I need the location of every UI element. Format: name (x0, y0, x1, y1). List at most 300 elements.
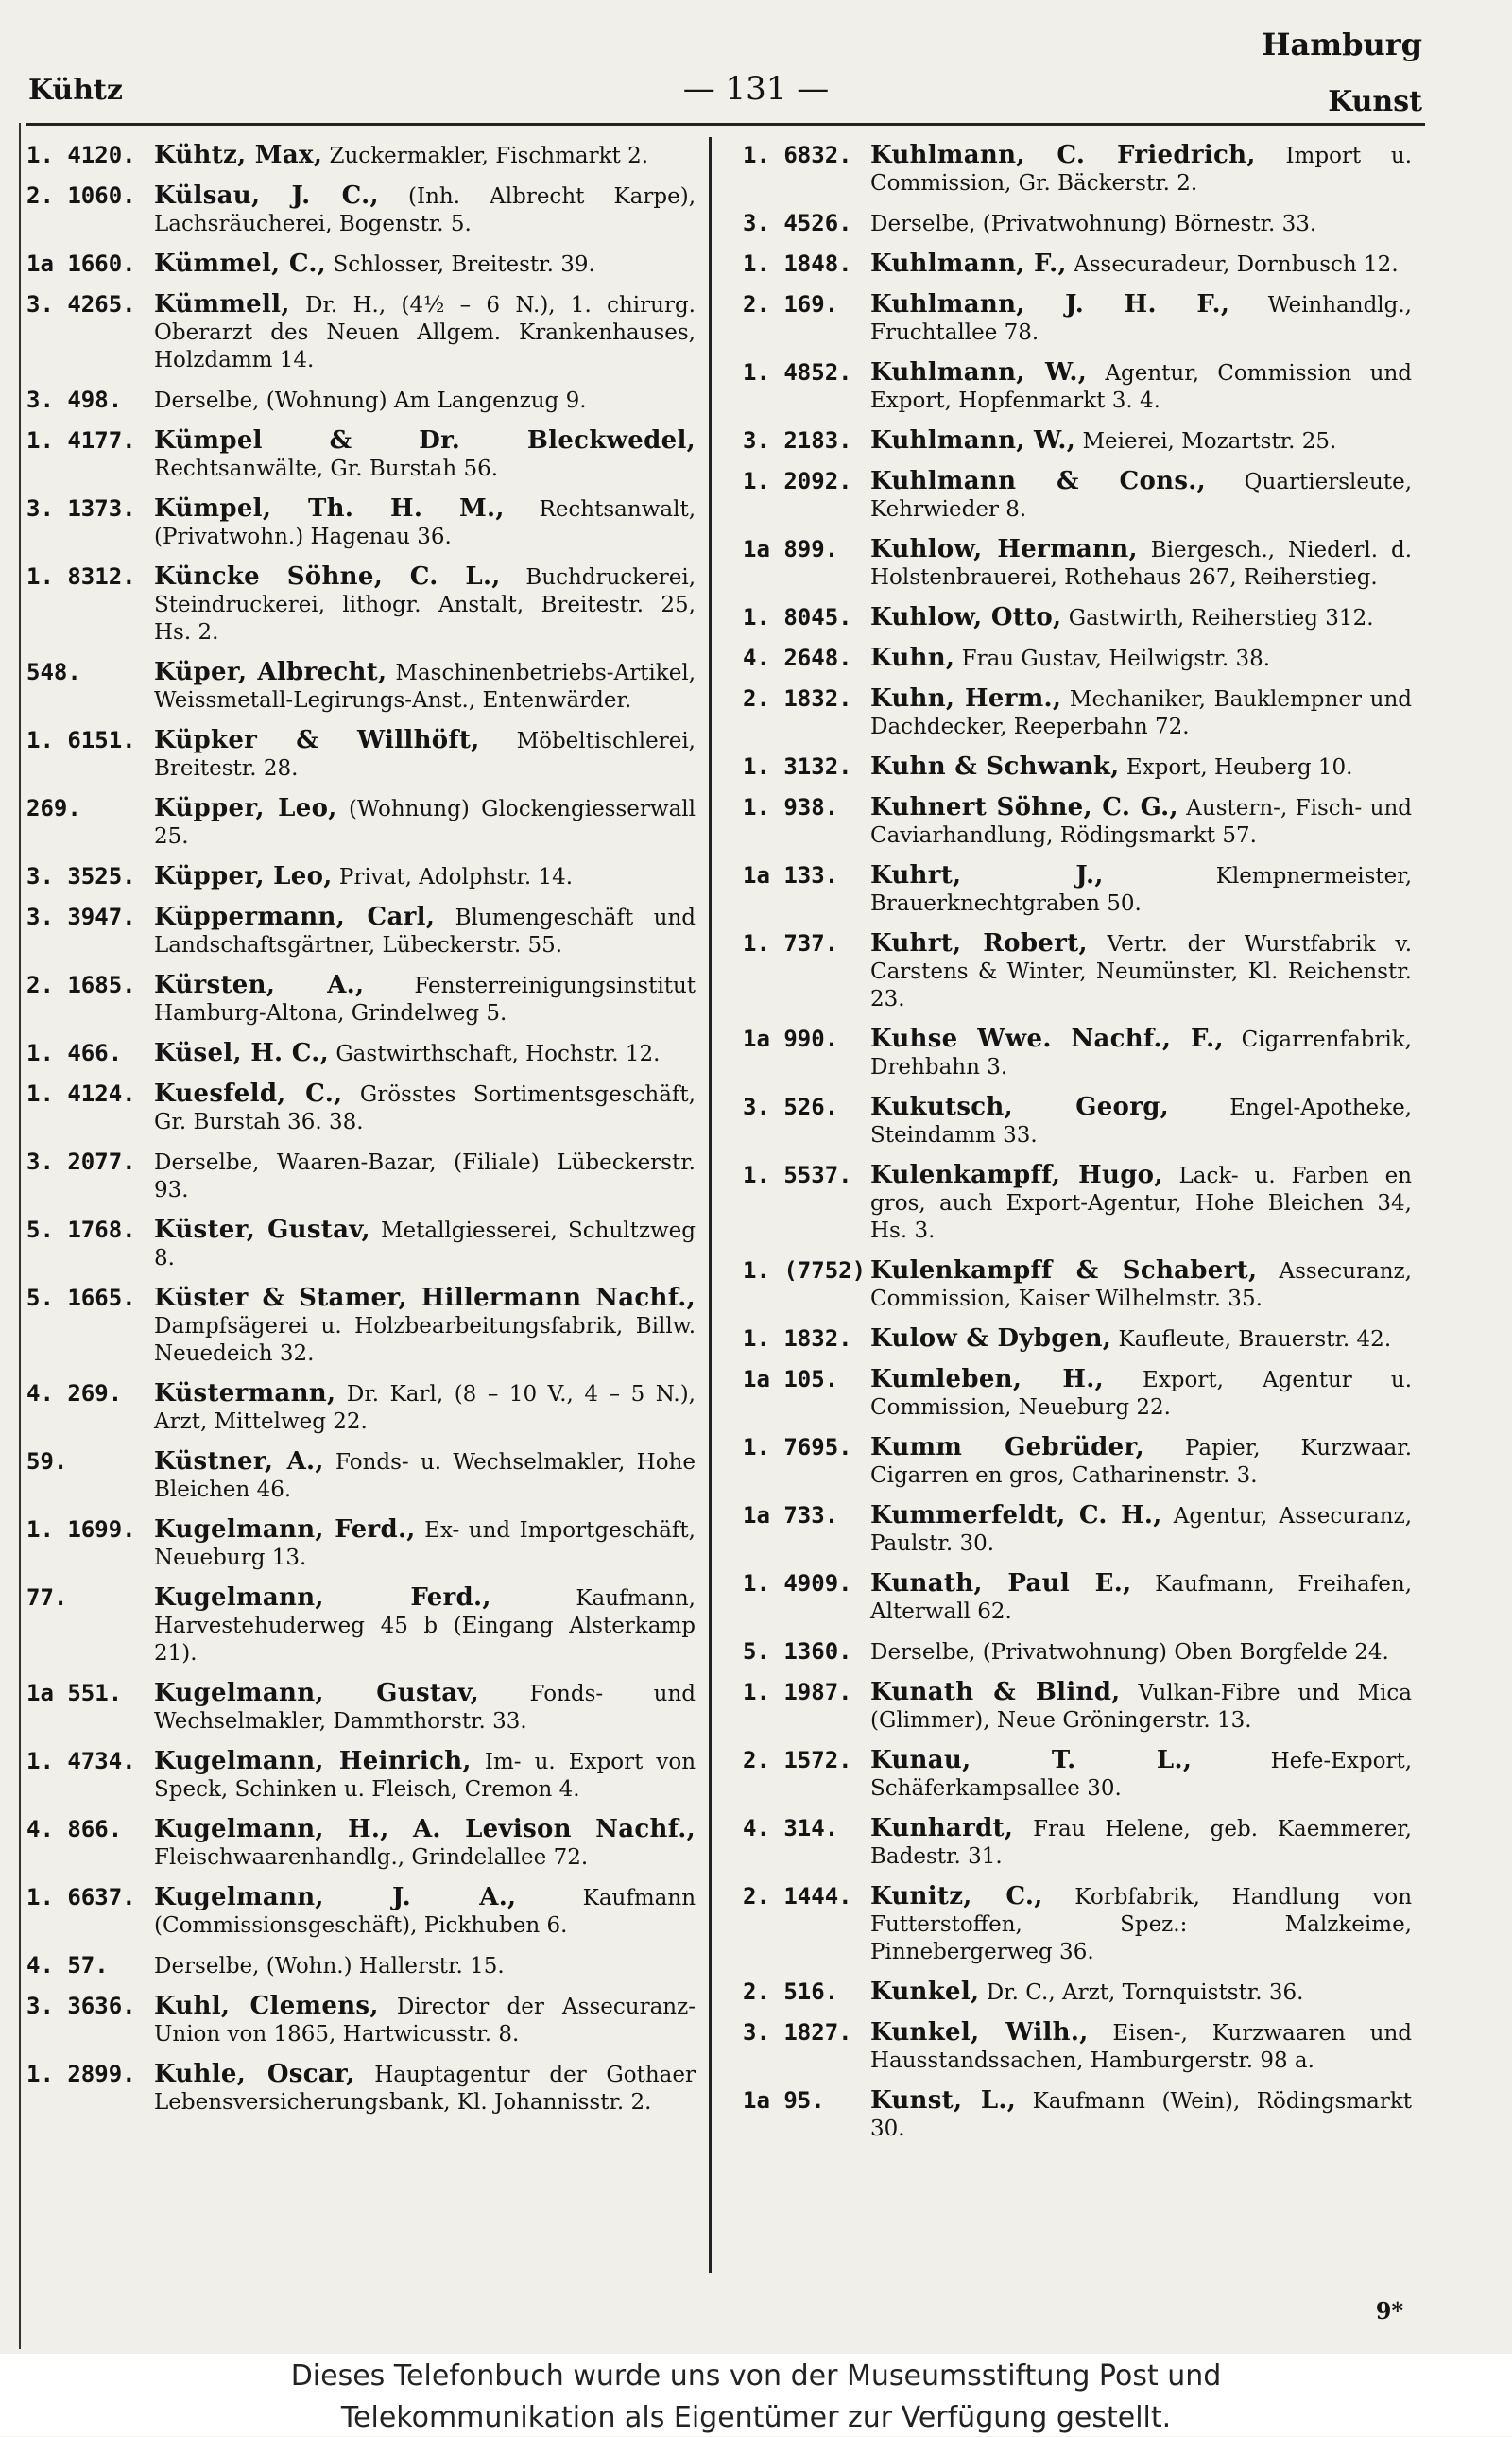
entry-text (870, 2087, 1412, 2143)
entry-description: Gastwirthschaft, Hochstr. 12. (335, 1042, 661, 1066)
entry-description: Papier, Kurzwaar. Cigarren en gros, Catharinenstr. 3. (870, 1436, 1413, 1488)
entry-description: (Wohnung) Glockengiesserwall 25. (154, 797, 696, 849)
entry-name: Kugelmann, Heinrich, (154, 1747, 472, 1775)
entry-name: Kuhl, Clemens, (154, 1992, 379, 2020)
entry-name: Kuhlmann & Cons., (870, 467, 1206, 495)
entry-number: 1. 8045. (743, 604, 852, 631)
entry-number: 1. 6637. (26, 1884, 136, 1910)
entry-name: Kunath, Paul E., (870, 1569, 1132, 1598)
entry-text (870, 142, 1412, 198)
entry-number: 1a 990. (743, 1026, 839, 1052)
entry-text (154, 563, 696, 647)
entry-description: Import u. Commission, Gr. Bäckerstr. 2. (870, 144, 1413, 196)
directory-entry (743, 2019, 1412, 2075)
entry-name: Kümmel, C., (154, 250, 327, 278)
entry-text (870, 1434, 1412, 1490)
directory-entry (26, 1584, 696, 1668)
entry-text (154, 863, 696, 891)
entry-text (154, 495, 696, 551)
entry-description: Eisen-, Kurzwaaren und Hausstandssachen, Hamburgerstr. 98 a. (870, 2021, 1413, 2073)
entry-description: Frau Gustav, Heilwigstr. 38. (961, 647, 1271, 671)
entry-description: Frau Helene, geb. Kaemmerer, Badestr. 31. (870, 1817, 1412, 1869)
entry-description: Dr. H., (4½ – 6 N.), 1. chirurg. Oberarzt des Neuen Allgem. Krankenhauses, Holzdamm 14. (154, 293, 696, 372)
directory-entry (743, 645, 1412, 673)
entry-number: 1a 95. (743, 2087, 825, 2114)
entry-number: 4. 269. (26, 1380, 123, 1407)
entry-name: Küppermann, Carl, (154, 903, 436, 931)
entry-name: Kunkel, Wilh., (870, 2018, 1089, 2047)
footer-line-1: Dieses Telefonbuch wurde uns von der Museumsstiftung Post und (290, 2359, 1222, 2393)
entry-number: 4. 2648. (743, 645, 852, 671)
entry-number: 2. 169. (743, 291, 839, 318)
directory-entry (26, 1993, 696, 2048)
entry-name: Kumm Gebrüder, (870, 1433, 1144, 1461)
entry-text (870, 1257, 1412, 1313)
directory-entry (26, 142, 696, 170)
entry-description: Möbeltischlerei, Breitestr. 28. (154, 729, 696, 781)
entry-name: Kunitz, C., (870, 1882, 1043, 1910)
directory-entry (743, 251, 1412, 279)
entry-text (870, 1570, 1412, 1626)
entry-text (870, 1979, 1412, 2007)
entry-name: Kuhrt, J., (870, 861, 1104, 890)
directory-entry (743, 862, 1412, 918)
directory-entry (26, 495, 696, 551)
entry-text (870, 1638, 1412, 1667)
entry-description: Austern-, Fisch- und Caviarhandlung, Rödingsmarkt 57. (870, 796, 1412, 848)
entry-description: Derselbe, (Privatwohnung) Börnestr. 33. (870, 212, 1317, 236)
left-column (26, 142, 696, 2278)
entry-text (154, 1516, 696, 1572)
directory-entry (743, 1638, 1412, 1667)
directory-entry (26, 1080, 696, 1136)
entry-name: Kugelmann, Ferd., (154, 1583, 491, 1612)
entry-text (154, 795, 696, 851)
entry-text (870, 1502, 1412, 1558)
entry-description: Fonds- u. Wechselmakler, Hohe Bleichen 46. (154, 1450, 696, 1502)
entry-number: 1a 105. (743, 1366, 839, 1392)
header-right-keyword: Kunst (1328, 85, 1422, 118)
entry-text (154, 1285, 696, 1368)
entry-description: Kaufmann (Wein), Rödingsmarkt 30. (870, 2089, 1413, 2141)
entry-number: 1. 6151. (26, 727, 136, 753)
entry-description: Kaufleute, Brauerstr. 42. (1118, 1327, 1392, 1352)
directory-entry (743, 930, 1412, 1013)
entry-number: 1a 551. (26, 1680, 123, 1706)
footer-notice (0, 2354, 1512, 2436)
directory-entry (26, 1952, 696, 1980)
entry-text (870, 604, 1412, 632)
entry-number: 3. 1373. (26, 495, 136, 522)
entry-text (870, 685, 1412, 741)
page-signature: 9* (1375, 2297, 1403, 2325)
entry-description: Director der Assecuranz-Union von 1865, Hartwicusstr. 8. (154, 1995, 696, 2047)
entry-number: 3. 3947. (26, 904, 136, 930)
entry-name: Kugelmann, Gustav, (154, 1679, 480, 1707)
entry-number: 1a 1660. (26, 251, 136, 277)
entry-text (870, 1094, 1412, 1149)
entry-description: Zuckermakler, Fischmarkt 2. (329, 144, 649, 168)
directory-entry (743, 142, 1412, 198)
entry-name: Küsel, H. C., (154, 1039, 329, 1067)
entry-description: Derselbe, (Wohn.) Hallerstr. 15. (154, 1954, 505, 1979)
entry-text (154, 1884, 696, 1940)
entry-text (870, 468, 1412, 524)
directory-entry (743, 1325, 1412, 1354)
entry-description: Fleischwaarenhandlg., Grindelallee 72. (154, 1845, 589, 1870)
directory-entry (26, 904, 696, 959)
entry-description: Buchdruckerei, Steindruckerei, lithogr. Anstalt, Breitestr. 25, Hs. 2. (154, 565, 696, 645)
directory-entry (26, 1448, 696, 1504)
entry-name: Kümpel, Th. H. M., (154, 494, 505, 523)
entry-number: 2. 1685. (26, 972, 136, 998)
entry-text (154, 182, 696, 238)
entry-name: Kunst, L., (870, 2086, 1017, 2115)
entry-name: Kühtz, Max, (154, 141, 323, 169)
entry-text (154, 1040, 696, 1068)
entry-description: Lack- u. Farben en gros, auch Export-Agentur, Hohe Bleichen 34, Hs. 3. (870, 1164, 1412, 1243)
directory-entry (26, 1149, 696, 1204)
directory-entry (743, 536, 1412, 592)
entry-text (154, 972, 696, 1028)
entry-description: Meierei, Mozartstr. 25. (1082, 429, 1337, 454)
entry-number: 3. 3636. (26, 1993, 136, 2019)
entry-name: Kuhnert Söhne, C. G., (870, 793, 1178, 821)
entry-name: Kunath & Blind, (870, 1678, 1121, 1706)
entry-text (154, 291, 696, 374)
entry-name: Kürsten, A., (154, 971, 365, 999)
entry-number: 2. 1832. (743, 685, 852, 712)
entry-number: 1. 5537. (743, 1162, 852, 1188)
entry-description: Dr. C., Arzt, Tornquiststr. 36. (986, 1980, 1304, 2005)
entry-number: 3. 4526. (743, 210, 852, 236)
entry-name: Kunhardt, (870, 1814, 1014, 1842)
entry-number: 1. 7695. (743, 1434, 852, 1460)
entry-number: 5. 1768. (26, 1217, 136, 1243)
entry-text (870, 645, 1412, 673)
entry-number: 2. 1572. (743, 1747, 852, 1773)
entry-number: 1. 1832. (743, 1325, 852, 1352)
entry-number: 1. 1987. (743, 1679, 852, 1705)
entry-description: Export, Agentur u. Commission, Neueburg 22. (870, 1368, 1413, 1420)
entry-description: Blumengeschäft und Landschaftsgärtner, Lübeckerstr. 55. (154, 906, 696, 958)
entry-name: Kuhle, Oscar, (154, 2060, 355, 2088)
entry-name: Kuhlmann, F., (870, 250, 1067, 278)
entry-description: Derselbe, (Wohnung) Am Langenzug 9. (154, 389, 587, 413)
entry-text (154, 2061, 696, 2117)
entry-text (154, 1149, 696, 1204)
entry-number: 1a 899. (743, 536, 839, 562)
footer-line-2: Telekommunikation als Eigentümer zur Verfügung gestellt. (340, 2401, 1172, 2434)
directory-entry (743, 2087, 1412, 2143)
directory-entry (26, 1680, 696, 1736)
directory-entry (26, 1516, 696, 1572)
entry-description: Vulkan-Fibre und Mica (Glimmer), Neue Gröningerstr. 13. (870, 1681, 1412, 1733)
entry-text (870, 2019, 1412, 2075)
directory-entry (26, 427, 696, 483)
entry-text (870, 794, 1412, 850)
entry-number: 1. 737. (743, 930, 839, 957)
entry-number: 1. 4909. (743, 1570, 852, 1597)
directory-entry (26, 659, 696, 715)
entry-text (154, 1680, 696, 1736)
entry-number: 269. (26, 795, 81, 821)
entry-number: 3. 4265. (26, 291, 136, 318)
entry-number: 4. 57. (26, 1952, 109, 1979)
directory-entry (26, 563, 696, 647)
entry-name: Kulenkampff & Schabert, (870, 1256, 1258, 1285)
entry-description: Privat, Adolphstr. 14. (338, 865, 574, 890)
entry-name: Kuhlmann, J. H. F., (870, 290, 1230, 319)
page-header (0, 0, 1512, 132)
entry-description: Korbfabrik, Handlung von Futterstoffen, Spez.: Malzkeime, Pinnebergerweg 36. (870, 1885, 1413, 1964)
directory-entry (26, 291, 696, 374)
directory-entry (26, 1380, 696, 1436)
entry-number: 4. 314. (743, 1815, 839, 1841)
header-left-keyword: Kühtz (28, 74, 123, 107)
entry-text (870, 1366, 1412, 1422)
entry-description: Hauptagentur der Gothaer Lebensversicherungsbank, Kl. Johannisstr. 2. (154, 2063, 696, 2115)
directory-entry (26, 1748, 696, 1804)
entry-text (154, 1816, 696, 1872)
entry-description: Kaufmann, Freihafen, Alterwall 62. (870, 1572, 1413, 1624)
directory-entry (743, 1815, 1412, 1871)
entry-text (870, 427, 1412, 456)
entry-text (154, 387, 696, 415)
entry-name: Kugelmann, H., A. Levison Nachf., (154, 1815, 696, 1843)
directory-entry (743, 1366, 1412, 1422)
entry-description: Derselbe, (Privatwohnung) Oben Borgfelde 24. (870, 1640, 1389, 1665)
entry-name: Kuhn, (870, 644, 955, 672)
entry-description: Fonds- und Wechselmakler, Dammthorstr. 33. (154, 1682, 696, 1734)
entry-number: 1. 4177. (26, 427, 136, 454)
entry-text (154, 1448, 696, 1504)
entry-description: Maschinenbetriebs-Artikel, Weissmetall-Legirungs-Anst., Entenwärder. (154, 661, 696, 713)
directory-entry (743, 1747, 1412, 1803)
entry-number: 1. 4852. (743, 359, 852, 386)
entry-description: Export, Heuberg 10. (1125, 755, 1353, 780)
entry-text (870, 1747, 1412, 1803)
entry-number: 1. 2899. (26, 2061, 136, 2087)
entry-description: Gastwirth, Reiherstieg 312. (1068, 606, 1374, 631)
entry-name: Küstermann, (154, 1379, 336, 1408)
entry-number: 3. 1827. (743, 2019, 852, 2046)
entry-name: Kuhlmann, C. Friedrich, (870, 141, 1256, 169)
entry-name: Küncke Söhne, C. L., (154, 562, 501, 591)
directory-entry (743, 468, 1412, 524)
entry-text (154, 1993, 696, 2048)
entry-text (870, 753, 1412, 782)
entry-description: Schlosser, Breitestr. 39. (333, 252, 595, 277)
entry-number: 1. 4734. (26, 1748, 136, 1774)
entry-number: 1. 6832. (743, 142, 852, 168)
entry-text (154, 1380, 696, 1436)
directory-entry (26, 387, 696, 415)
entry-name: Kunau, T. L., (870, 1746, 1193, 1774)
entry-description: Kaufmann, Harvestehuderweg 45 b (Eingang Alsterkamp 21). (154, 1586, 696, 1666)
entry-description: Quartiersleute, Kehrwieder 8. (870, 470, 1413, 522)
page-number: — 131 — (682, 70, 830, 108)
entry-description: Kaufmann (Commissionsgeschäft), Pickhuben 6. (154, 1886, 696, 1938)
directory-entry (743, 794, 1412, 850)
entry-description: Agentur, Commission und Export, Hopfenmarkt 3. 4. (870, 361, 1412, 413)
directory-entry (743, 1502, 1412, 1558)
entry-description: Cigarrenfabrik, Drehbahn 3. (870, 1028, 1412, 1080)
directory-entry (743, 685, 1412, 741)
entry-text (870, 1026, 1412, 1081)
entry-text (870, 1815, 1412, 1871)
directory-entry (26, 1884, 696, 1940)
entry-number: 2. 516. (743, 1979, 839, 2005)
entry-number: 1a 133. (743, 862, 839, 889)
directory-entry (743, 210, 1412, 238)
entry-number: 2. 1444. (743, 1883, 852, 1910)
entry-name: Küster & Stamer, Hillermann Nachf., (154, 1284, 696, 1312)
entry-text (154, 427, 696, 483)
entry-text (870, 930, 1412, 1013)
entry-description: Hefe-Export, Schäferkampsallee 30. (870, 1749, 1413, 1801)
entry-name: Küster, Gustav, (154, 1216, 370, 1244)
entry-text (154, 1952, 696, 1980)
directory-entry (743, 1570, 1412, 1626)
right-column (743, 142, 1412, 2278)
entry-number: 59. (26, 1448, 68, 1475)
entry-name: Kummerfeldt, C. H., (870, 1501, 1162, 1530)
directory-entry (26, 251, 696, 279)
entry-number: 1. 1699. (26, 1516, 136, 1543)
directory-entry (26, 1040, 696, 1068)
entry-text (154, 1080, 696, 1136)
entry-description: Biergesch., Niederl. d. Holstenbrauerei, Rothehaus 267, Reiherstieg. (870, 538, 1412, 590)
entry-description: Ex- und Importgeschäft, Neueburg 13. (154, 1518, 696, 1570)
directory-entry (26, 1285, 696, 1368)
directory-entry (26, 1816, 696, 1872)
directory-entry (743, 1162, 1412, 1245)
directory-entry (743, 359, 1412, 415)
directory-entry (743, 1434, 1412, 1490)
entry-name: Kuhse Wwe. Nachf., F., (870, 1025, 1224, 1053)
entry-number: 3. 2077. (26, 1149, 136, 1175)
entry-description: Fensterreinigungsinstitut Hamburg-Altona, Grindelweg 5. (154, 974, 696, 1026)
entry-number: 1. 3132. (743, 753, 852, 780)
entry-text (154, 904, 696, 959)
column-divider (709, 137, 712, 2273)
entry-description: Rechtsanwalt, (Privatwohn.) Hagenau 36. (154, 497, 696, 549)
entry-text (870, 536, 1412, 592)
entry-number: 1. 466. (26, 1040, 123, 1066)
entry-name: Kümpel & Dr. Bleckwedel, (154, 426, 696, 455)
header-city: Hamburg (1262, 26, 1422, 62)
entry-text (154, 1217, 696, 1272)
entry-description: Vertr. der Wurstfabrik v. Carstens & Winter, Neumünster, Kl. Reichenstr. 23. (870, 932, 1413, 1011)
entry-number: 3. 526. (743, 1094, 839, 1120)
entry-name: Küpper, Leo, (154, 794, 337, 822)
entry-name: Kuhlow, Hermann, (870, 535, 1138, 563)
directory-entry (26, 972, 696, 1028)
entry-text (154, 251, 696, 279)
directory-entry (26, 182, 696, 238)
entry-description: Mechaniker, Bauklempner und Dachdecker, Reeperbahn 72. (870, 687, 1412, 739)
entry-number: 77. (26, 1584, 68, 1611)
entry-description: Rechtsanwälte, Gr. Burstah 56. (154, 457, 499, 481)
directory-entry (743, 753, 1412, 782)
entry-text (870, 251, 1412, 279)
entry-text (870, 1883, 1412, 1966)
entry-description: Dampfsägerei u. Holzbearbeitungsfabrik, Billw. Neuedeich 32. (154, 1314, 696, 1366)
entry-number: 5. 1665. (26, 1285, 136, 1311)
directory-entry (26, 795, 696, 851)
entry-text (870, 1325, 1412, 1354)
left-margin-rule (19, 123, 21, 2349)
entry-name: Külsau, J. C., (154, 181, 379, 210)
entry-name: Küper, Albrecht, (154, 658, 387, 686)
entry-number: 1. (7752) (743, 1257, 867, 1284)
entry-name: Kuhlow, Otto, (870, 603, 1062, 631)
entry-name: Kuhn, Herm., (870, 684, 1062, 713)
directory-entry (743, 291, 1412, 347)
entry-number: 1. 1848. (743, 251, 852, 277)
directory-entry (743, 1094, 1412, 1149)
entry-description: Assecuranz, Commission, Kaiser Wilhelmstr. 35. (870, 1259, 1412, 1311)
entry-number: 3. 498. (26, 387, 123, 413)
entry-number: 1. 2092. (743, 468, 852, 494)
entry-description: Derselbe, Waaren-Bazar, (Filiale) Lübeckerstr. 93. (154, 1150, 696, 1202)
entry-number: 1. 4120. (26, 142, 136, 168)
entry-name: Kulenkampff, Hugo, (870, 1161, 1163, 1189)
header-rule (26, 123, 1425, 126)
entry-name: Kumleben, H., (870, 1365, 1104, 1393)
entry-text (870, 862, 1412, 918)
directory-entry (26, 727, 696, 783)
entry-number: 2. 1060. (26, 182, 136, 209)
directory-entry (26, 1217, 696, 1272)
entry-number: 1. 4124. (26, 1080, 136, 1107)
entry-number: 3. 3525. (26, 863, 136, 890)
entry-name: Kuhlmann, W., (870, 358, 1088, 387)
entry-name: Kuhn & Schwank, (870, 752, 1120, 781)
entry-description: Engel-Apotheke, Steindamm 33. (870, 1096, 1412, 1148)
entry-description: (Inh. Albrecht Karpe), Lachsräucherei, Bogenstr. 5. (154, 184, 696, 236)
entry-name: Kuhlmann, W., (870, 426, 1076, 455)
entry-number: 4. 866. (26, 1816, 123, 1842)
entry-description: Assecuradeur, Dornbusch 12. (1074, 252, 1399, 277)
entry-text (870, 1679, 1412, 1735)
entry-text (154, 727, 696, 783)
entry-name: Kulow & Dybgen, (870, 1324, 1112, 1353)
entry-name: Kuesfeld, C., (154, 1080, 343, 1108)
entry-number: 1. 938. (743, 794, 839, 821)
entry-description: Im- u. Export von Speck, Schinken u. Fleisch, Cremon 4. (154, 1750, 696, 1802)
entry-name: Küpper, Leo, (154, 862, 333, 890)
entry-number: 1. 8312. (26, 563, 136, 590)
entry-text (154, 1584, 696, 1668)
entry-name: Kukutsch, Georg, (870, 1093, 1170, 1121)
entry-number: 5. 1360. (743, 1638, 852, 1665)
directory-entry (26, 2061, 696, 2117)
directory-entry (743, 1679, 1412, 1735)
entry-number: 3. 2183. (743, 427, 852, 454)
entry-text (870, 1162, 1412, 1245)
entry-text (154, 142, 696, 170)
directory-entry (26, 863, 696, 891)
entry-name: Kümmell, (154, 290, 290, 319)
entry-name: Küstner, A., (154, 1447, 324, 1476)
directory-entry (743, 1026, 1412, 1081)
entry-text (870, 291, 1412, 347)
entry-name: Küpker & Willhöft, (154, 726, 480, 754)
entry-number: 548. (26, 659, 81, 685)
entry-text (870, 359, 1412, 415)
